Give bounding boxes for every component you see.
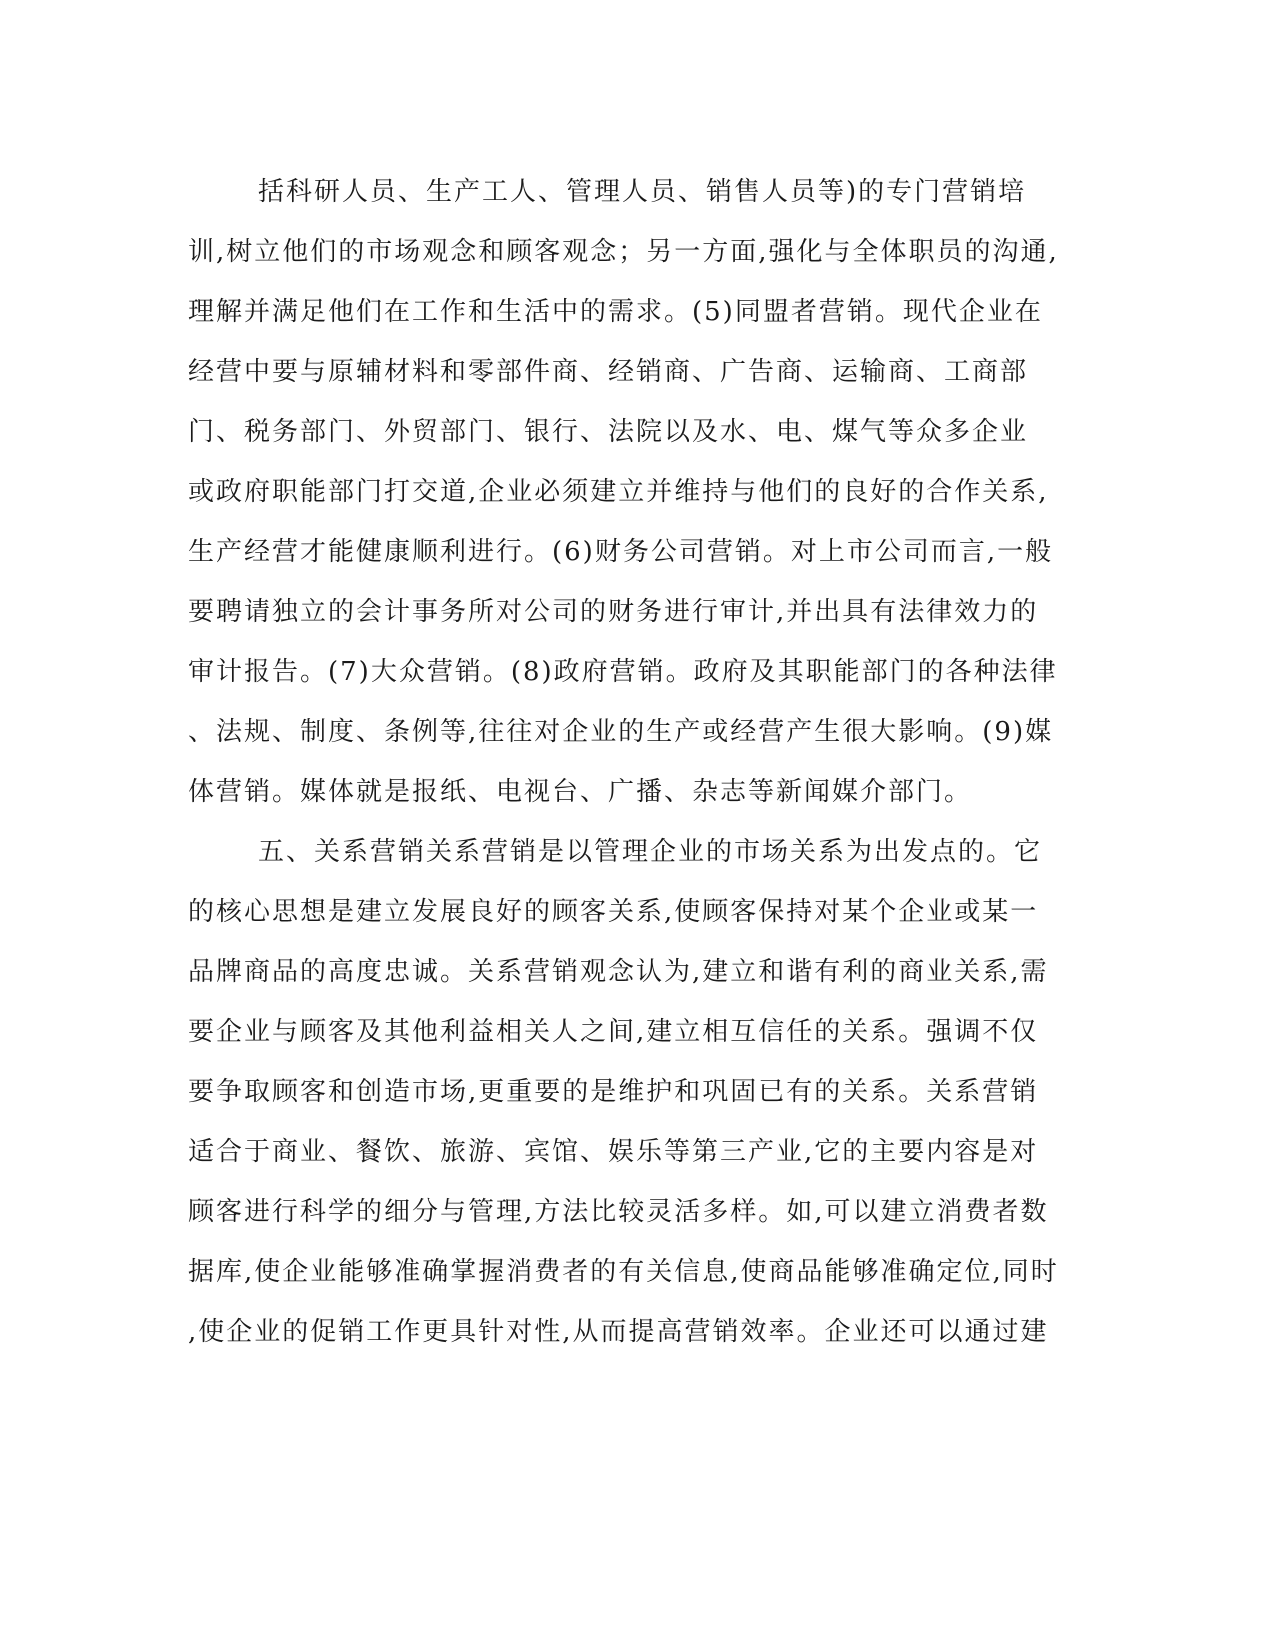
paragraph-2-line-4: 要企业与顾客及其他利益相关人之间,建立相互信任的关系。强调不仅 (188, 1017, 1039, 1047)
paragraph-2-line-6: 适合于商业、餐饮、旅游、宾馆、娱乐等第三产业,它的主要内容是对 (188, 1137, 1039, 1167)
paragraph-1-line-4: 经营中要与原辅材料和零部件商、经销商、广告商、运输商、工商部 (188, 357, 1029, 387)
paragraph-2-line-5: 要争取顾客和创造市场,更重要的是维护和巩固已有的关系。关系营销 (188, 1077, 1039, 1107)
body-text (188, 162, 1078, 1362)
paragraph-1-line-6: 或政府职能部门打交道,企业必须建立并维持与他们的良好的合作关系, (188, 477, 1049, 507)
paragraph-1-line-7: 生产经营才能健康顺利进行。(6)财务公司营销。对上市公司而言,一般 (188, 537, 1054, 567)
paragraph-1-line-9: 审计报告。(7)大众营销。(8)政府营销。政府及其职能部门的各种法律 (188, 657, 1058, 687)
paragraph-2-line-3: 品牌商品的高度忠诚。关系营销观念认为,建立和谐有利的商业关系,需 (188, 957, 1049, 987)
paragraph-1-line-11: 体营销。媒体就是报纸、电视台、广播、杂志等新闻媒介部门。 (188, 777, 973, 807)
paragraph-1-line-2: 训,树立他们的市场观念和顾客观念；另一方面,强化与全体职员的沟通, (188, 237, 1059, 267)
paragraph-1-line-10: 、法规、制度、条例等,往往对企业的生产或经营产生很大影响。(9)媒 (188, 717, 1054, 747)
paragraph-2-line-1: 五、关系营销关系营销是以管理企业的市场关系为出发点的。它 (258, 837, 1043, 867)
paragraph-1-line-1: 括科研人员、生产工人、管理人员、销售人员等)的专门营销培 (258, 177, 1027, 207)
paragraph-2-line-9: ,使企业的促销工作更具针对性,从而提高营销效率。企业还可以通过建 (188, 1317, 1049, 1347)
paragraph-1-line-5: 门、税务部门、外贸部门、银行、法院以及水、电、煤气等众多企业 (188, 417, 1029, 447)
paragraph-2-line-2: 的核心思想是建立发展良好的顾客关系,使顾客保持对某个企业或某一 (188, 897, 1039, 927)
paragraph-2-line-8: 据库,使企业能够准确掌握消费者的有关信息,使商品能够准确定位,同时 (188, 1257, 1059, 1287)
paragraph-2-line-7: 顾客进行科学的细分与管理,方法比较灵活多样。如,可以建立消费者数 (188, 1197, 1049, 1227)
paragraph-1-line-8: 要聘请独立的会计事务所对公司的财务进行审计,并出具有法律效力的 (188, 597, 1039, 627)
paragraph-1-line-3: 理解并满足他们在工作和生活中的需求。(5)同盟者营销。现代企业在 (188, 297, 1043, 327)
